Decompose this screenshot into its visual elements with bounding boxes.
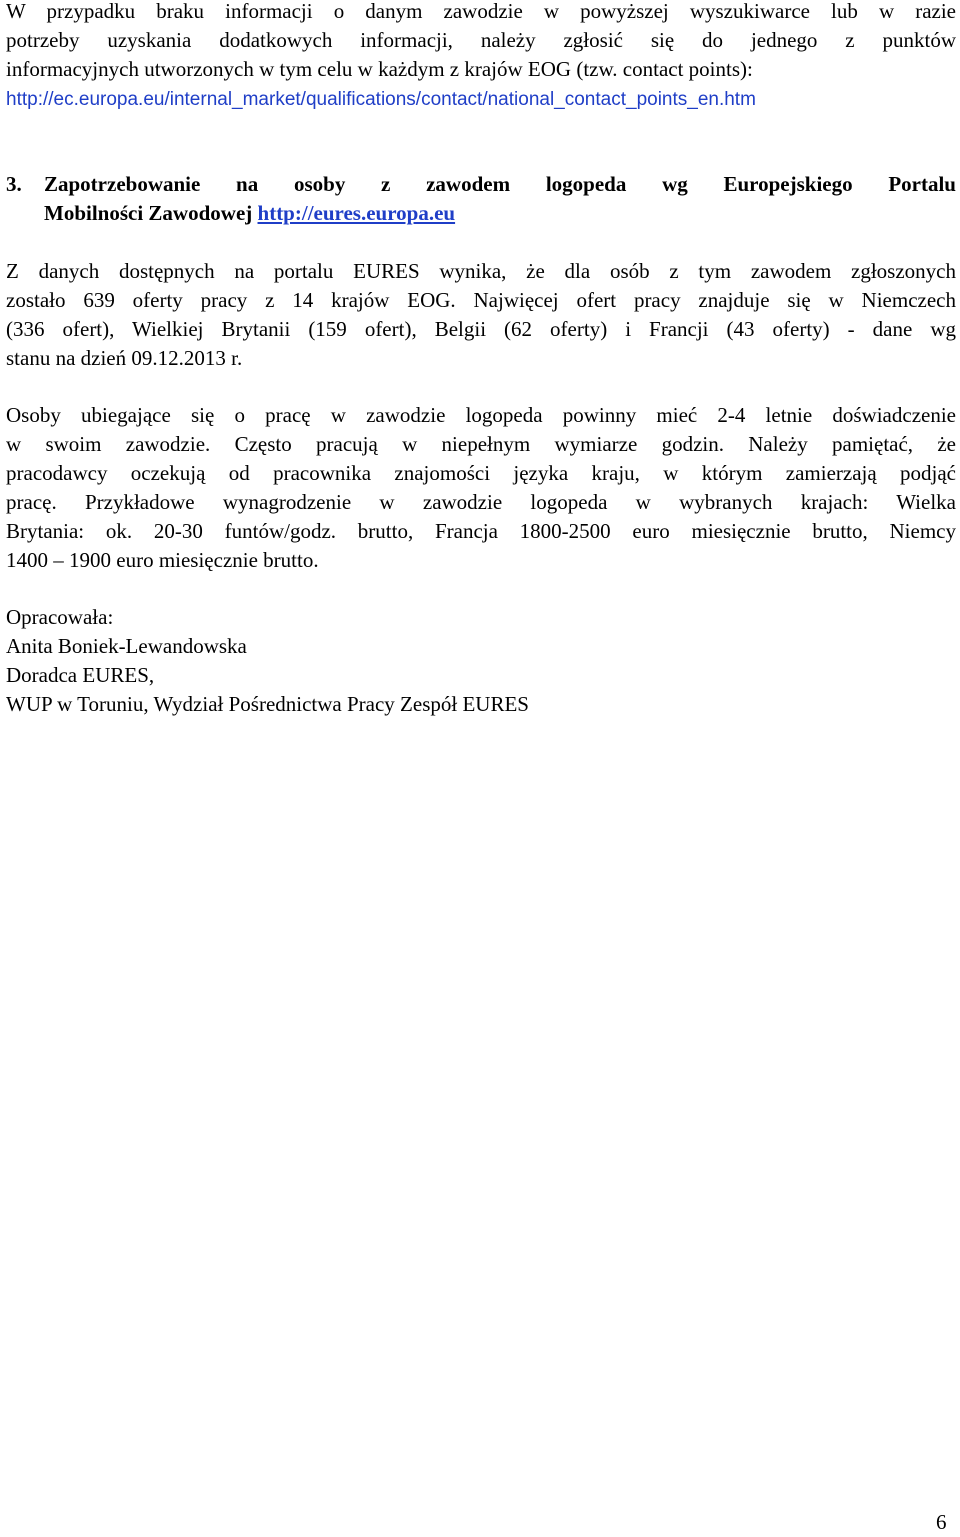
eures-link[interactable]: http://eures.europa.eu <box>257 201 456 225</box>
section-number: 3. <box>6 172 22 196</box>
section-title-line-1: Zapotrzebowanie na osoby z zawodem logopeda wg Europejskiego Portalu <box>44 172 956 196</box>
intro-line-3: informacyjnych utworzonych w tym celu w każdym z krajów EOG (tzw. contact points): <box>6 57 753 81</box>
offers-paragraph <box>6 257 956 373</box>
offers-line-1: Z danych dostępnych na portalu EURES wynika, że dla osób z tym zawodem zgłoszonych <box>6 259 956 283</box>
contact-points-link[interactable]: http://ec.europa.eu/internal_market/qualifications/contact/national_contact_points_en.htm <box>6 89 756 110</box>
section-title-line-2: Mobilności Zawodowej <box>44 201 253 225</box>
author-role: Doradca EURES, <box>6 663 155 687</box>
offers-line-4: stanu na dzień 09.12.2013 r. <box>6 346 243 370</box>
page-number: 6 <box>936 1510 947 1534</box>
requirements-line-1: Osoby ubiegające się o pracę w zawodzie logopeda powinny mieć 2-4 letnie doświadczenie <box>6 403 956 427</box>
requirements-paragraph <box>6 401 956 575</box>
requirements-line-6: 1400 – 1900 euro miesięcznie brutto. <box>6 548 319 572</box>
author-name: Anita Boniek-Lewandowska <box>6 634 247 658</box>
requirements-line-4: pracę. Przykładowe wynagrodzenie w zawodzie logopeda w wybranych krajach: Wielka <box>6 490 956 514</box>
section-3-heading <box>6 170 956 228</box>
requirements-line-2: w swoim zawodzie. Często pracują w niepełnym wymiarze godzin. Należy pamiętać, że <box>6 432 956 456</box>
intro-line-2: potrzeby uzyskania dodatkowych informacji, należy zgłosić się do jednego z punktów <box>6 28 956 52</box>
offers-line-2: zostało 639 oferty pracy z 14 krajów EOG. Najwięcej ofert pracy znajduje się w Niemczech <box>6 288 956 312</box>
signature-label: Opracowała: <box>6 605 114 629</box>
intro-paragraph <box>6 0 956 114</box>
offers-line-3: (336 ofert), Wielkiej Brytanii (159 ofert), Belgii (62 oferty) i Francji (43 oferty) - dane wg <box>6 317 956 341</box>
intro-line-1: W przypadku braku informacji o danym zawodzie w powyższej wyszukiwarce lub w razie <box>6 0 956 23</box>
requirements-line-3: pracodawcy oczekują od pracownika znajomości języka kraju, w którym zamierzają podjąć <box>6 461 956 485</box>
author-signature <box>6 603 529 719</box>
author-organization: WUP w Toruniu, Wydział Pośrednictwa Pracy Zespół EURES <box>6 692 529 716</box>
requirements-line-5: Brytania: ok. 20-30 funtów/godz. brutto, Francja 1800-2500 euro miesięcznie brutto, Niemcy <box>6 519 956 543</box>
